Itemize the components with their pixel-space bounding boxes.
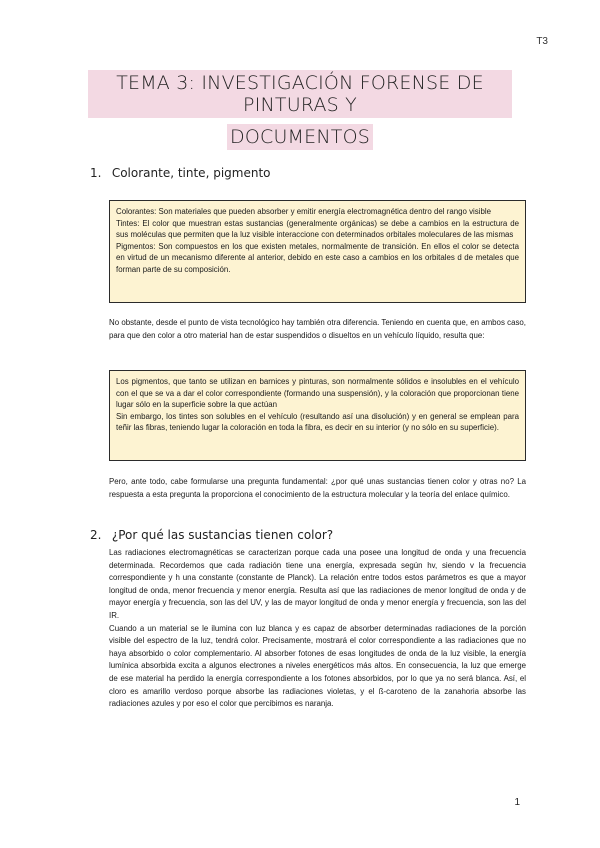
page-number: 1 [514,797,520,808]
pigments-vs-tints-box [109,370,526,461]
section-1-number: 1. [90,166,102,180]
section-1-heading [90,166,271,180]
title-line-1: TEMA 3: INVESTIGACIÓN FORENSE DE PINTURAS Y [88,70,512,118]
page-title [88,70,512,150]
paragraph-text: Pero, ante todo, cabe formularse una pregunta fundamental: ¿por qué unas sustancias tienen color y otras no? La respuesta a esta pregunta la proporciona el conocimiento de la estructura molecular y la teoría del enlace químico. [109,477,526,499]
section-2-title: ¿Por qué las sustancias tienen color? [111,528,334,542]
section-2-number: 2. [90,528,102,542]
section-1-paragraph-2 [109,476,526,501]
section-2-paragraph-1: Las radiaciones electromagnéticas se caracterizan porque cada una posee una longitud de onda y una frecuencia determinada. Recordemos que cada radiación tiene una energía, expresada según hv, siendo v la frecuencia correspondiente y h una constante (constante de Planck). La relación entre todos estos parámetros es que a mayor longitud de onda, menor frecuencia y menor energía. Resulta así que las radiaciones de menor longitud de onda y de mayor energía y frecuencia, son las del UV, y las de mayor longitud de onda y menor energía y frecuencia, son las del IR. [109,548,526,620]
section-2-heading [90,528,333,542]
pigments-text: Los pigmentos, que tanto se utilizan en barnices y pinturas, son normalmente sólidos e insolubles en el vehículo con el que se va a dar el color correspondiente (formando una suspensión), y la coloración que proporcionan tiene lugar sólo en la superficie sobre la que actúan [116,377,519,410]
section-1-title: Colorante, tinte, pigmento [111,166,271,180]
tints-text: Sin embargo, los tintes son solubles en el vehículo (resultando así una disolución) y en general se emplean para teñir las fibras, teniendo lugar la coloración en toda la fibra, es decir en su interior (y no sólo en su superficie). [116,411,519,433]
definition-colorantes: Colorantes: Son materiales que pueden absorber y emitir energía electromagnética dentro del rango visible [116,207,492,216]
header-tag: T3 [536,36,548,47]
definitions-box [109,200,526,303]
section-2-paragraph-2: Cuando a un material se le ilumina con luz blanca y es capaz de absorber determinadas radiaciones de la porción visible del espectro de la luz, tendrá color. Precisamente, mostrará el color correspondiente a las radiaciones que no haya absorbido o color complementario. Al absorber fotones de esas longitudes de onda de la luz visible, la energía lumínica absorbida excita a algunos electrones a niveles energéticos más altos. En consecuencia, la luz que emerge de ese material ha perdido la energía correspondiente a los fotones absorbidos, por lo que ya no será blanca. Así, el cloro es amarillo verdoso porque absorbe las radiaciones violetas, y el ß-caroteno de la zanahoria absorbe las radiaciones azules y por eso el color que percibimos es naranja. [109,623,526,709]
title-line-2: DOCUMENTOS [227,124,373,150]
definition-tintes: Tintes: El color que muestran estas sustancias (generalmente orgánicas) se debe a cambios en la estructura de sus moléculas que permiten que la luz visible interaccione con determinados orbitales moleculares de las mismas [116,218,519,240]
definition-pigmentos: Pigmentos: Son compuestos en los que existen metales, normalmente de transición. En ellos el color se detecta en virtud de un mecanismo diferente al anterior, debido en este caso a cambios en los orbitales d de metales que forman parte de su composición. [116,241,519,274]
section-2-body [109,547,526,711]
section-1-paragraph-1 [109,317,526,342]
paragraph-text: No obstante, desde el punto de vista tecnológico hay también otra diferencia. Teniendo en cuenta que, en ambos caso, para que den color a otro material han de estar suspendidos o disueltos en un vehículo líquido, resulta que: [109,318,526,340]
